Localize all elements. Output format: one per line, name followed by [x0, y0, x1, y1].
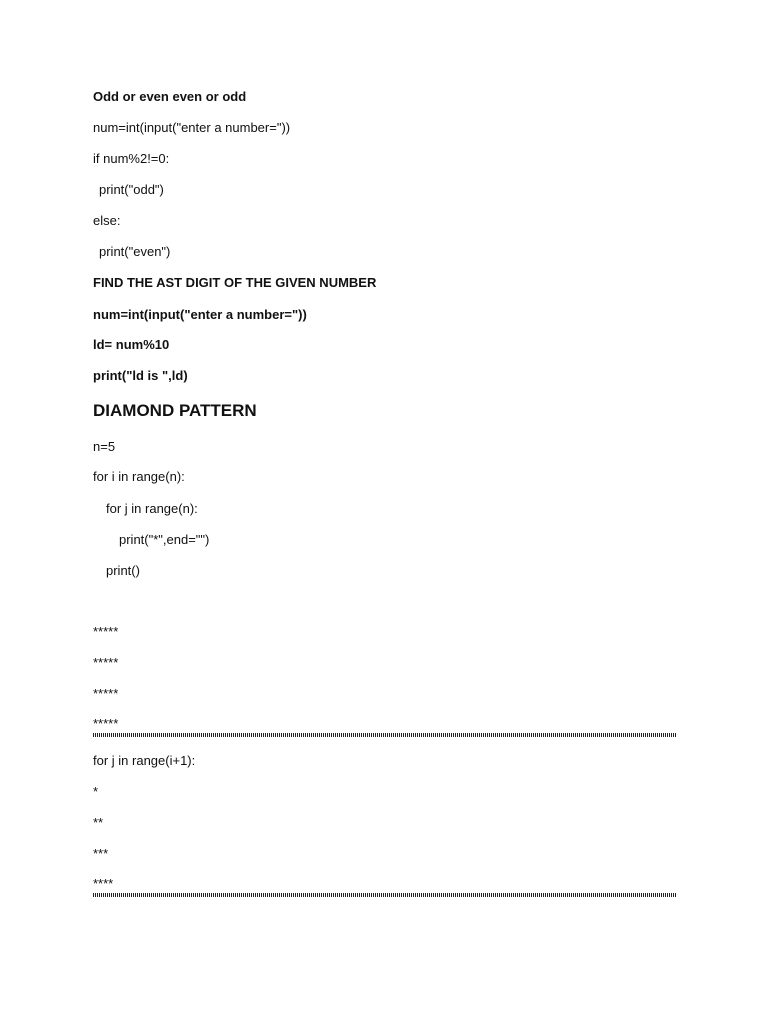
output-line: *** [93, 846, 109, 861]
last-digit-title: FIND THE AST DIGIT OF THE GIVEN NUMBER [93, 275, 377, 290]
output-line: ***** [93, 624, 119, 639]
diamond-heading: DIAMOND PATTERN [93, 401, 257, 420]
code-line: n=5 [93, 439, 116, 454]
code-line: else: [93, 213, 121, 228]
code-line: for i in range(n): [93, 469, 185, 484]
code-line: print("odd") [99, 182, 164, 197]
code-line: print() [106, 563, 140, 578]
output-line: **** [93, 876, 114, 891]
output-line: ** [93, 815, 104, 830]
output-line: ***** [93, 716, 119, 731]
code-line: if num%2!=0: [93, 151, 170, 166]
divider-rule [93, 893, 676, 897]
divider-rule [93, 733, 676, 737]
code-line: print("*",end="") [119, 532, 210, 547]
output-line: * [93, 784, 99, 799]
odd-even-title: Odd or even even or odd [93, 89, 247, 104]
code-line: for j in range(i+1): [93, 753, 196, 768]
code-line: ld= num%10 [93, 337, 170, 352]
code-line: num=int(input("enter a number=")) [93, 307, 307, 322]
code-line: print("ld is ",ld) [93, 368, 188, 383]
code-line: num=int(input("enter a number=")) [93, 120, 291, 135]
code-line: print("even") [99, 244, 171, 259]
output-line: ***** [93, 686, 119, 701]
output-line: ***** [93, 655, 119, 670]
code-line: for j in range(n): [106, 501, 198, 516]
